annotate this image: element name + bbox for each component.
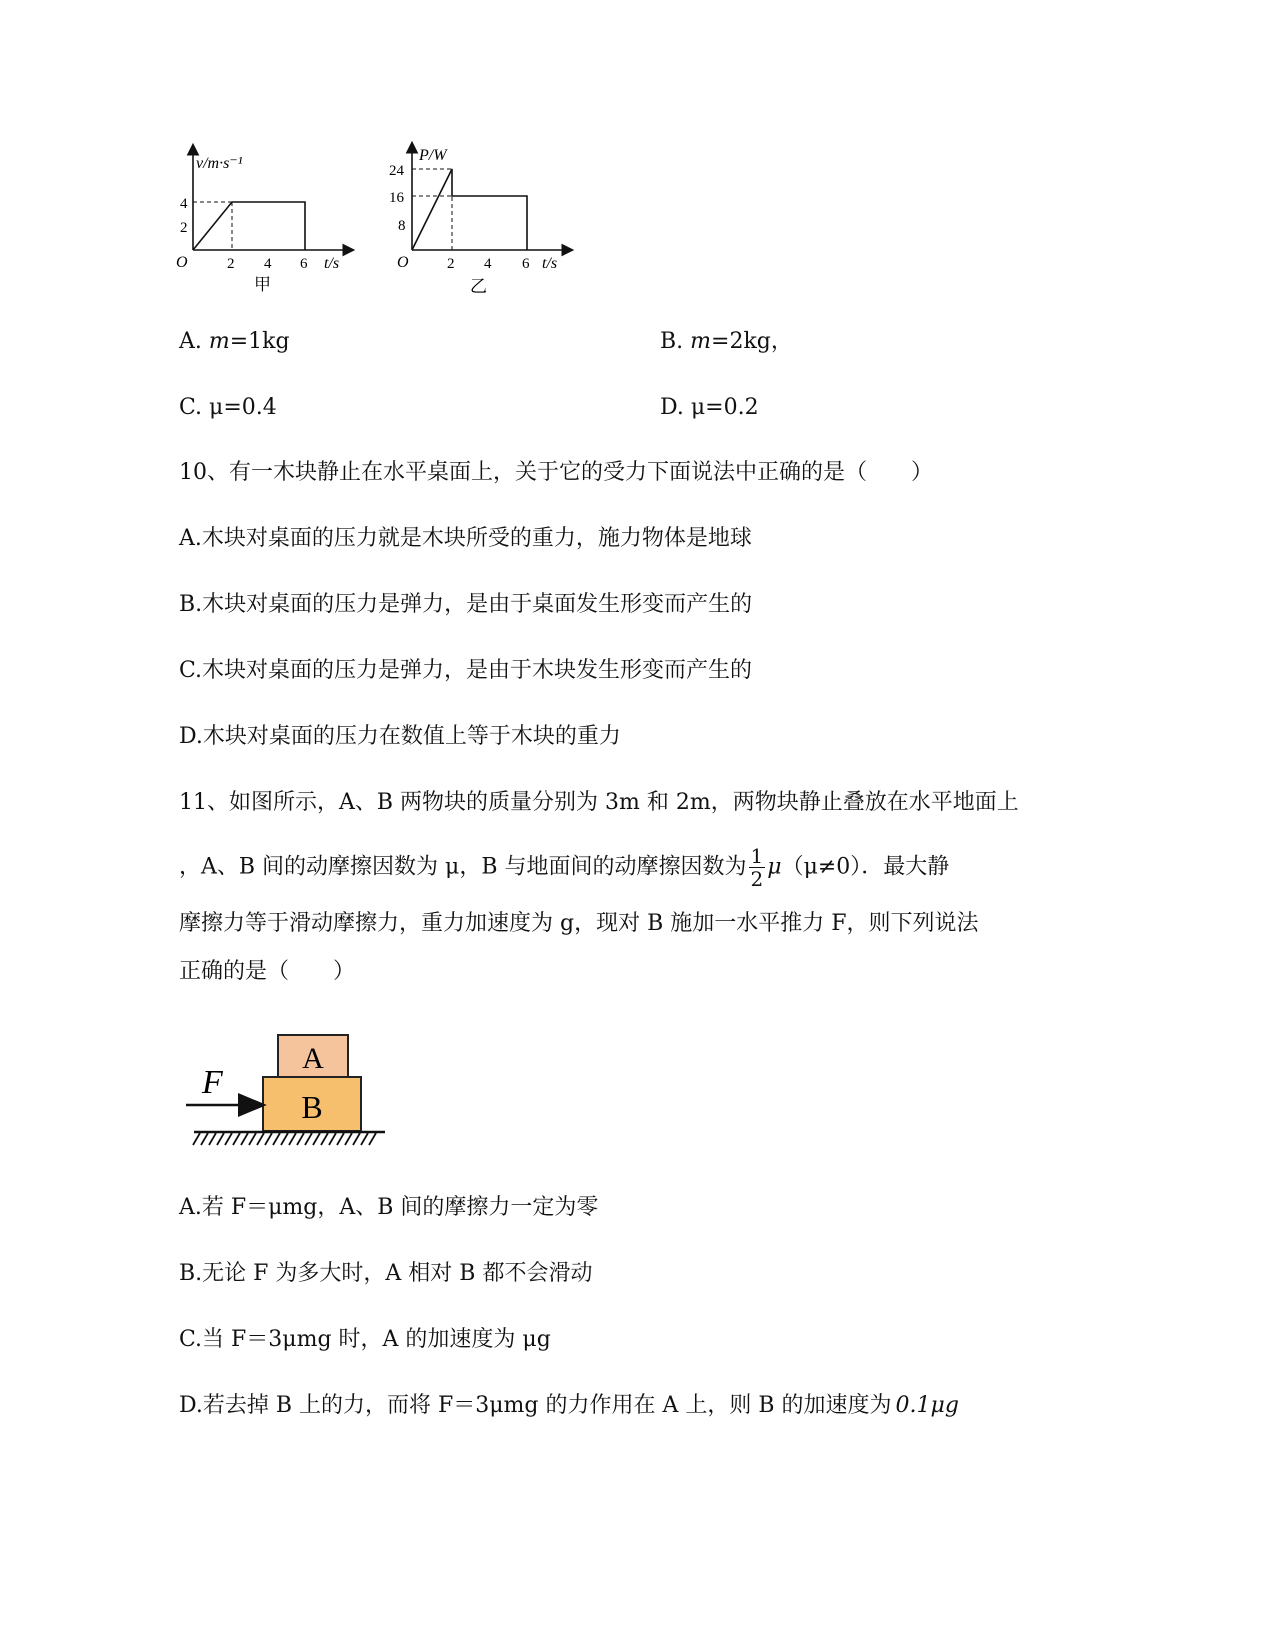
hatch-mark — [345, 1133, 352, 1145]
q11-option-c: C.当 F＝3μmg 时，A 的加速度为 μg — [179, 1327, 551, 1352]
graph-jia-y-tick-2: 2 — [180, 220, 188, 236]
q10-option-a: A.木块对桌面的压力就是木块所受的重力，施力物体是地球 — [179, 526, 752, 551]
hatch-mark — [201, 1133, 208, 1145]
hatch-mark — [337, 1133, 344, 1145]
graph-yi-x-tick-4: 4 — [484, 256, 492, 272]
hatch-mark — [305, 1133, 312, 1145]
q9-option-d: D. μ=0.2 — [660, 395, 759, 420]
hatch-mark — [361, 1133, 368, 1145]
graph-jia-y-label: v/m·s⁻¹ — [196, 155, 243, 172]
ground-hatching — [193, 1133, 376, 1145]
q11-option-b: B.无论 F 为多大时，A 相对 B 都不会滑动 — [179, 1261, 593, 1286]
hatch-mark — [241, 1133, 248, 1145]
hatch-mark — [369, 1133, 376, 1145]
graph-jia-y-tick-4: 4 — [180, 196, 188, 212]
hatch-mark — [193, 1133, 200, 1145]
graph-yi-x-tick-2: 2 — [447, 256, 455, 272]
hatch-mark — [289, 1133, 296, 1145]
hatch-mark — [225, 1133, 232, 1145]
q10-option-d: D.木块对桌面的压力在数值上等于木块的重力 — [179, 724, 621, 749]
q11-stem-line1: 11、如图所示，A、B 两物块的质量分别为 3m 和 2m，两物块静止叠放在水平地面上 — [179, 790, 1019, 815]
q11-stem-line3: 摩擦力等于滑动摩擦力，重力加速度为 g，现对 B 施加一水平推力 F，则下列说法 — [179, 911, 979, 936]
graph-jia-x-tick-6: 6 — [300, 256, 308, 272]
graph-yi-y-label: P/W — [419, 147, 447, 164]
graph-yi-y-tick-24: 24 — [389, 163, 404, 179]
graph-jia-origin: O — [176, 254, 188, 271]
graph-jia-line — [193, 202, 305, 250]
q10-stem: 10、有一木块静止在水平桌面上，关于它的受力下面说法中正确的是（ ） — [179, 460, 933, 485]
hatch-mark — [321, 1133, 328, 1145]
hatch-mark — [249, 1133, 256, 1145]
graph-jia-x-tick-2: 2 — [227, 256, 235, 272]
graph-jia-x-tick-4: 4 — [264, 256, 272, 272]
force-label: F — [202, 1064, 223, 1101]
hatch-mark — [313, 1133, 320, 1145]
fraction-one-half: $\frac{1}{2}$ — [750, 844, 764, 891]
graph-jia-x-label: t/s — [324, 255, 340, 272]
blocks-figure — [180, 1025, 395, 1155]
q9-option-b: B. m=2kg， — [660, 329, 793, 354]
q11-option-d: D.若去掉 B 上的力，而将 F＝3μmg 的力作用在 A 上，则 B 的加速度为 0.1μg — [179, 1393, 959, 1418]
q10-option-c: C.木块对桌面的压力是弹力，是由于木块发生形变而产生的 — [179, 658, 753, 683]
q10-option-b: B.木块对桌面的压力是弹力，是由于桌面发生形变而产生的 — [179, 592, 753, 617]
q11-option-a: A.若 F＝μmg，A、B 间的摩擦力一定为零 — [179, 1195, 599, 1220]
graph-yi-y-tick-8: 8 — [398, 218, 406, 234]
hatch-mark — [209, 1133, 216, 1145]
hatch-mark — [265, 1133, 272, 1145]
graph-yi-origin: O — [397, 254, 409, 271]
graph-yi-y-tick-16: 16 — [389, 190, 404, 206]
hatch-mark — [257, 1133, 264, 1145]
hatch-mark — [329, 1133, 336, 1145]
q11-stem-line4: 正确的是（ ） — [179, 959, 356, 984]
hatch-mark — [217, 1133, 224, 1145]
graph-yi-x-tick-6: 6 — [522, 256, 530, 272]
hatch-mark — [281, 1133, 288, 1145]
hatch-mark — [233, 1133, 240, 1145]
block-a-label: A — [302, 1042, 324, 1075]
graph-yi-x-label: t/s — [542, 255, 558, 272]
graph-yi — [385, 140, 585, 300]
graph-yi-caption: 乙 — [470, 277, 487, 296]
graph-yi-line — [412, 169, 527, 250]
q11-stem-line2: ，A、B 间的动摩擦因数为 μ，B 与地面间的动摩擦因数为 $\frac{1}{2}$ μ（μ≠0）．最大静 — [179, 844, 950, 891]
q9-option-a: A. m=1kg — [179, 329, 290, 354]
hatch-mark — [273, 1133, 280, 1145]
hatch-mark — [297, 1133, 304, 1145]
graph-jia-caption: 甲 — [254, 275, 271, 294]
q9-option-c: C. μ=0.4 — [179, 395, 277, 420]
hatch-mark — [353, 1133, 360, 1145]
block-b-label: B — [301, 1089, 323, 1125]
graph-jia — [170, 140, 370, 300]
